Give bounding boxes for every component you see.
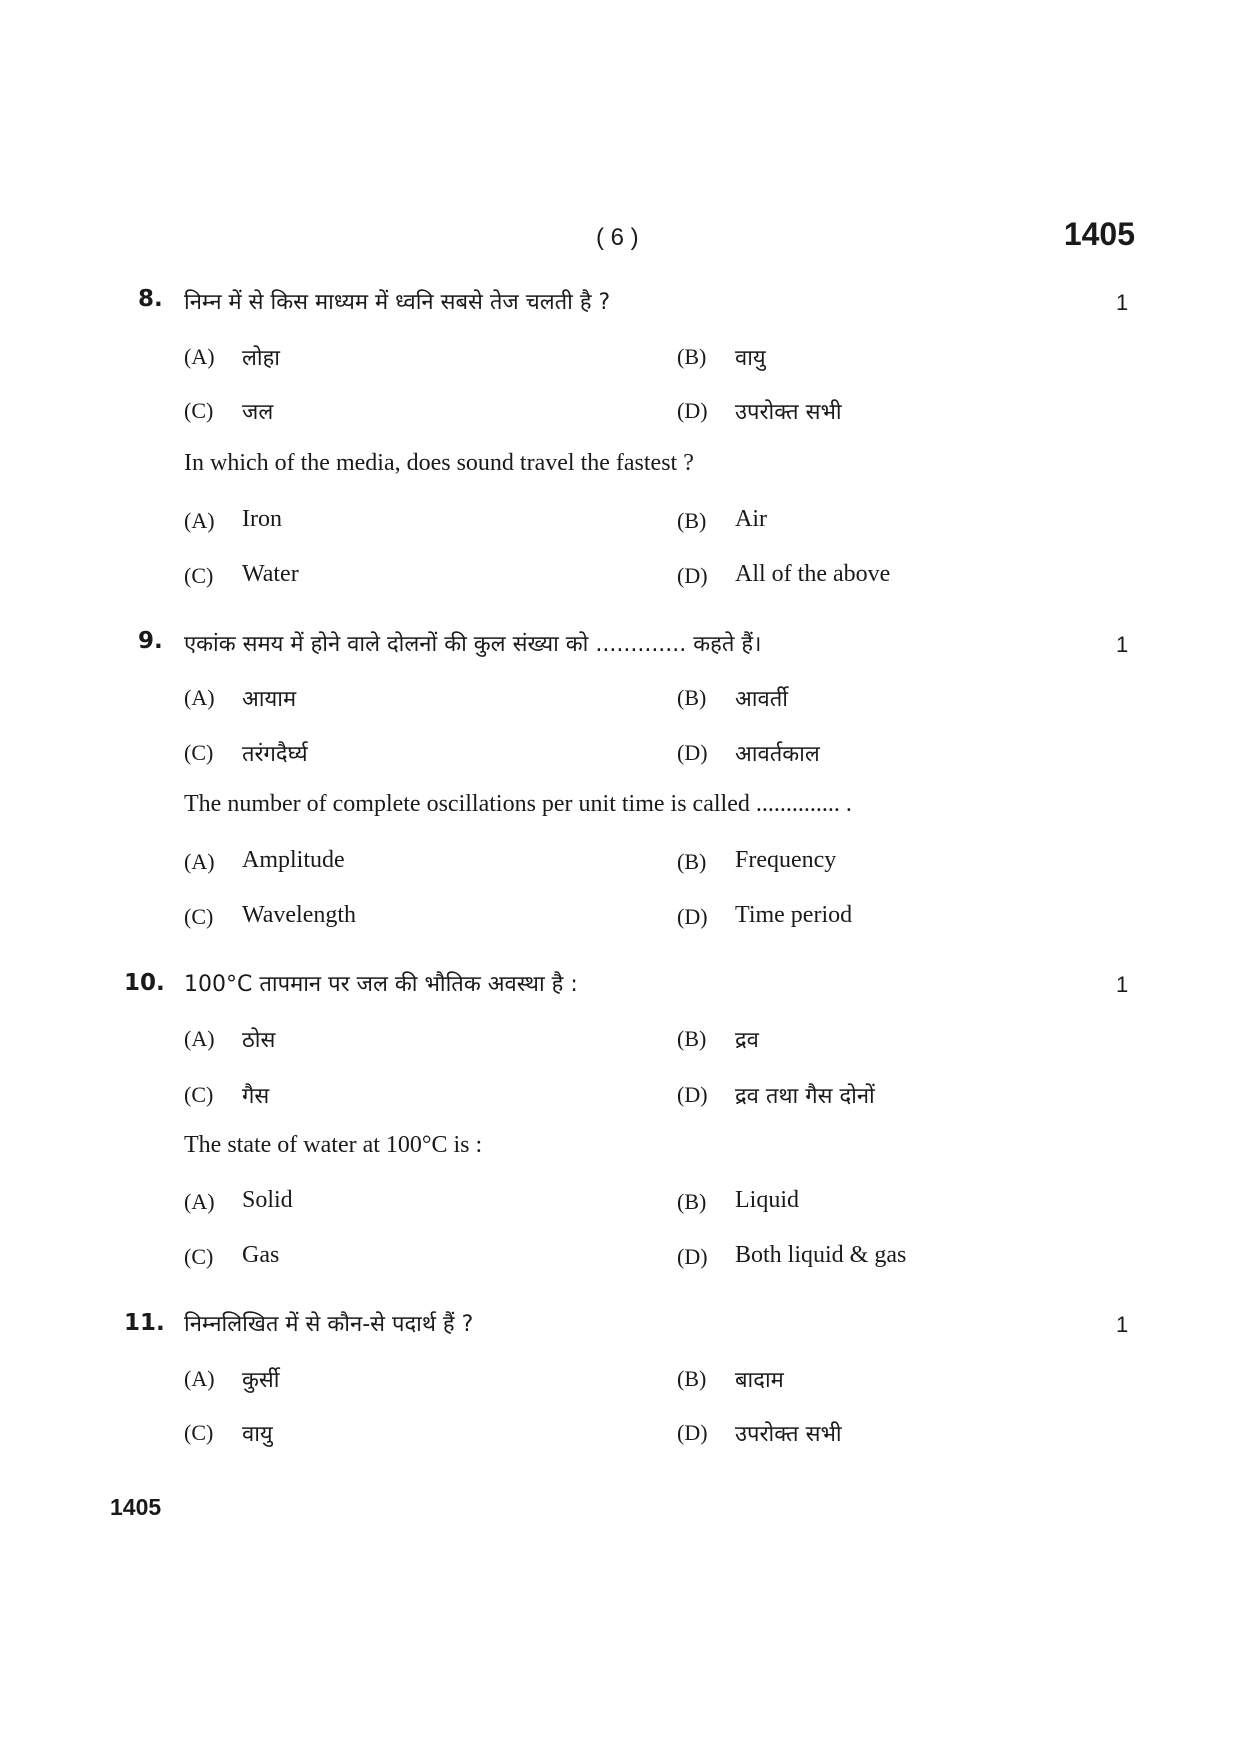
question-10-english-text: The state of water at 100°C is : [184,1132,483,1158]
question-10-hindi-text: 100°C तापमान पर जल की भौतिक अवस्था है : [184,972,578,997]
question-11-marks: 1 [1116,1312,1129,1337]
q9-en-option-c-label: (C) [184,904,214,929]
q10-en-option-a-label: (A) [184,1189,215,1214]
q10-en-option-c-label: (C) [184,1244,214,1269]
q8-en-option-d-text: All of the above [735,561,891,587]
q10-hi-option-d-label: (D) [677,1082,708,1107]
q11-hi-option-a-label: (A) [184,1366,215,1391]
q9-hi-option-c-label: (C) [184,740,214,765]
q9-en-option-c-text: Wavelength [242,902,357,928]
q9-en-option-b-label: (B) [677,849,707,874]
q11-hi-option-c-text: वायु [242,1422,273,1447]
q10-hi-option-a-label: (A) [184,1026,215,1051]
q10-en-option-b-text: Liquid [735,1187,799,1213]
q10-en-option-d-label: (D) [677,1244,708,1269]
q9-hi-option-a-text: आयाम [242,687,297,712]
q8-hi-option-c-label: (C) [184,398,214,423]
paper-code-header: 1405 [1063,216,1135,252]
paper-code-footer: 1405 [110,1494,162,1520]
q8-en-option-c-text: Water [242,561,299,587]
q8-en-option-c-label: (C) [184,563,214,588]
q10-hi-option-d-text: द्रव तथा गैस दोनों [735,1084,875,1109]
question-10-marks: 1 [1116,972,1129,997]
q8-hi-option-a-label: (A) [184,344,215,369]
question-10-number: 10. [124,970,165,996]
question-9-hindi-text: एकांक समय में होने वाले दोलनों की कुल संख्या को ............. कहते हैं। [184,632,762,657]
q10-hi-option-c-label: (C) [184,1082,214,1107]
question-9-number: 9. [138,628,163,654]
question-8-number: 8. [138,286,163,312]
q8-en-option-d-label: (D) [677,563,708,588]
q9-hi-option-b-text: आवर्ती [735,687,788,712]
q8-hi-option-c-text: जल [242,400,274,425]
q9-hi-option-a-label: (A) [184,685,215,710]
q10-hi-option-c-text: गैस [242,1084,270,1109]
q8-en-option-b-text: Air [735,506,767,532]
q11-hi-option-b-label: (B) [677,1366,707,1391]
q11-hi-option-c-label: (C) [184,1420,214,1445]
q10-en-option-d-text: Both liquid & gas [735,1242,907,1268]
q9-hi-option-d-label: (D) [677,740,708,765]
question-9-english-text: The number of complete oscillations per unit time is called .............. . [184,791,852,817]
question-11-number: 11. [124,1310,165,1336]
q8-hi-option-d-label: (D) [677,398,708,423]
question-8-marks: 1 [1116,290,1129,315]
q9-en-option-a-text: Amplitude [242,847,345,873]
q10-hi-option-b-label: (B) [677,1026,707,1051]
question-8-hindi-text: निम्न में से किस माध्यम में ध्वनि सबसे तेज चलती है ? [184,290,611,315]
q10-hi-option-b-text: द्रव [735,1028,759,1053]
q8-en-option-a-label: (A) [184,508,215,533]
q8-hi-option-a-text: लोहा [242,346,280,371]
q8-hi-option-d-text: उपरोक्त सभी [735,400,842,425]
q9-hi-option-c-text: तरंगदैर्घ्य [242,742,308,767]
q9-en-option-b-text: Frequency [735,847,837,873]
q10-en-option-a-text: Solid [242,1187,293,1213]
q11-hi-option-b-text: बादाम [735,1368,784,1393]
question-11-hindi-text: निम्नलिखित में से कौन-से पदार्थ हैं ? [184,1312,474,1337]
q10-hi-option-a-text: ठोस [242,1028,276,1053]
page-number: ( 6 ) [596,224,639,251]
question-8-english-text: In which of the media, does sound travel the fastest ? [184,450,694,476]
q8-en-option-a-text: Iron [242,506,282,532]
q9-hi-option-b-label: (B) [677,685,707,710]
q9-en-option-d-text: Time period [735,902,853,928]
q11-hi-option-d-text: उपरोक्त सभी [735,1422,842,1447]
q8-en-option-b-label: (B) [677,508,707,533]
q8-hi-option-b-text: वायु [735,346,766,371]
q11-hi-option-a-text: कुर्सी [242,1368,280,1393]
q10-en-option-b-label: (B) [677,1189,707,1214]
q11-hi-option-d-label: (D) [677,1420,708,1445]
q10-en-option-c-text: Gas [242,1242,280,1268]
q9-en-option-a-label: (A) [184,849,215,874]
q9-hi-option-d-text: आवर्तकाल [735,742,820,767]
q9-en-option-d-label: (D) [677,904,708,929]
q8-hi-option-b-label: (B) [677,344,707,369]
question-9-marks: 1 [1116,632,1129,657]
